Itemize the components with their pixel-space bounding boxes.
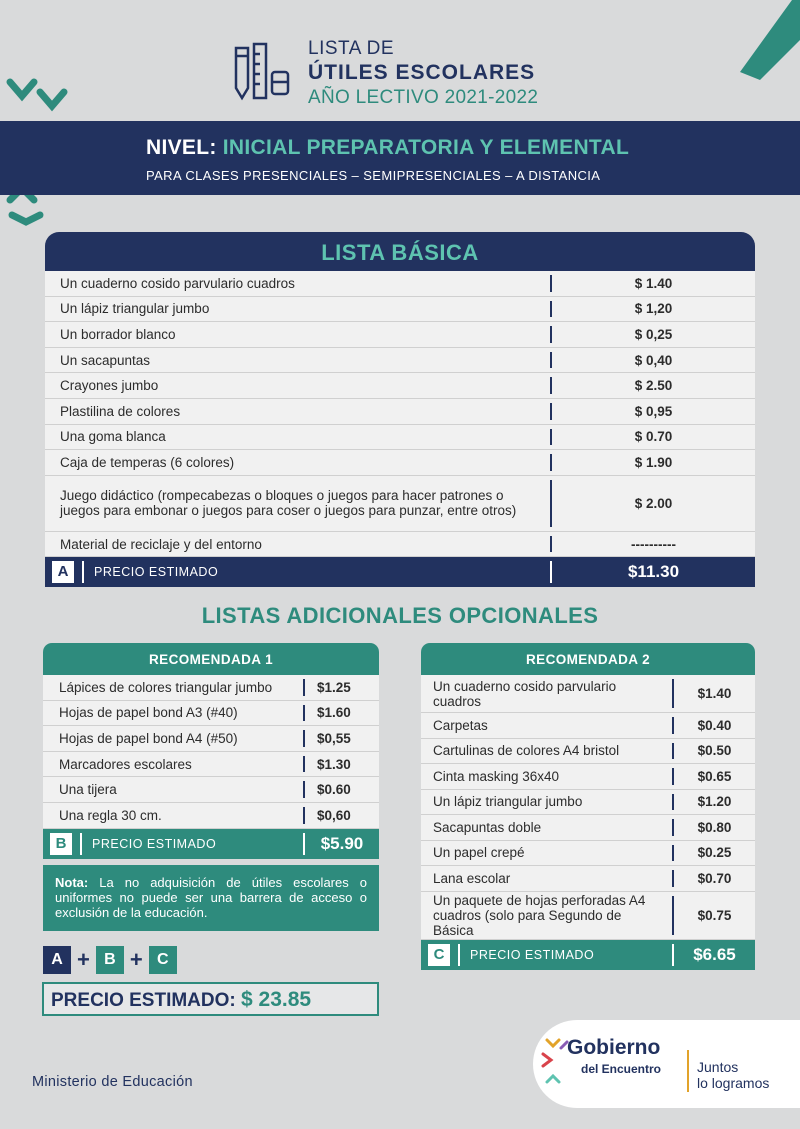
item-name: Juego didáctico (rompecabezas o bloques o juegos para hacer patrones o juegos para embonar o juegos para coser o juegos para punzar, entre otros) [45,480,552,527]
item-name: Caja de temperas (6 colores) [45,454,552,471]
table-row [421,866,755,892]
item-name: Cinta masking 36x40 [421,768,674,785]
recommended-list-1 [43,643,379,931]
total-label: PRECIO ESTIMADO [458,944,594,966]
formula-letter-c: C [149,946,177,974]
grand-total-box [42,982,379,1016]
grand-total-value: $ 23.85 [241,988,312,1011]
table-row [45,476,755,532]
table-row [45,450,755,476]
item-price: $0.70 [697,870,732,886]
item-price: $0.75 [697,907,732,923]
item-price: $ 1.90 [634,454,673,470]
table-row [43,777,379,803]
item-name: Un borrador blanco [45,326,552,343]
item-name: Marcadores escolares [43,756,305,773]
rec1-title: RECOMENDADA 1 [43,643,379,675]
item-price: $1.25 [317,679,351,695]
logo-main-text: Gobierno [567,1036,661,1059]
item-price: $1.20 [697,794,732,810]
total-label: PRECIO ESTIMADO [80,833,216,855]
item-name: Lápices de colores triangular jumbo [43,679,305,696]
plus-sign: + [77,947,90,972]
table-row [45,271,755,297]
item-price: $ 0,25 [634,326,673,342]
rec2-total-row [421,940,755,970]
item-name: Un cuaderno cosido parvulario cuadros [421,679,674,708]
item-name: Una tijera [43,781,305,798]
table-row [421,675,755,713]
item-price: $ 2.00 [634,495,673,511]
table-row [421,790,755,816]
corner-stripe-decoration [720,0,800,80]
item-name: Crayones jumbo [45,377,552,394]
table-row [45,425,755,451]
government-logo [533,1020,800,1108]
item-price: $0,60 [317,807,351,823]
item-name: Un cuaderno cosido parvulario cuadros [45,275,552,292]
level-label: NIVEL: [146,136,217,159]
item-price: $ 0,40 [634,352,673,368]
item-price: $0,55 [317,730,351,746]
table-row [45,399,755,425]
total-label: PRECIO ESTIMADO [82,561,218,583]
item-name: Una regla 30 cm. [43,807,305,824]
table-row [43,701,379,727]
letter-badge-b: B [50,833,72,855]
table-row [421,892,755,940]
table-row [43,675,379,701]
item-name: Plastilina de colores [45,403,552,420]
table-row [421,815,755,841]
logo-sub-text: del Encuentro [581,1062,662,1076]
item-price: $1.30 [317,756,351,772]
table-row [421,764,755,790]
item-price: $0.65 [697,768,732,784]
rec2-title: RECOMENDADA 2 [421,643,755,675]
slogan-line-2: lo logramos [697,1075,770,1091]
item-name: Sacapuntas doble [421,819,674,836]
total-amount: $6.65 [693,944,736,964]
sum-formula [43,946,177,974]
title-line-2: ÚTILES ESCOLARES [308,61,536,84]
basic-list-title: LISTA BÁSICA [45,232,755,271]
slogan [697,1059,769,1091]
item-price: $ 1.40 [634,275,673,291]
item-name: Hojas de papel bond A4 (#50) [43,730,305,747]
formula-letter-b: B [96,946,124,974]
formula-letter-a: A [43,946,71,974]
table-row [421,841,755,867]
item-price: ---------- [631,536,676,552]
level-value: INICIAL PREPARATORIA Y ELEMENTAL [222,136,630,159]
note-box [43,865,379,931]
item-price: $0.50 [697,743,732,759]
item-name: Lana escolar [421,870,674,887]
item-price: $1.60 [317,705,351,721]
item-price: $0.80 [697,819,732,835]
item-price: $0.60 [317,782,351,798]
grand-total-label: PRECIO ESTIMADO: [51,990,236,1011]
table-row [421,739,755,765]
item-name: Carpetas [421,717,674,734]
item-name: Cartulinas de colores A4 bristol [421,743,674,760]
total-amount: $5.90 [320,833,364,853]
rec1-total-row [43,829,379,859]
item-name: Un sacapuntas [45,352,552,369]
item-price: $ 1,20 [634,301,673,317]
level-heading [146,136,629,160]
table-row [45,532,755,558]
ministry-name: Ministerio de Educación [32,1074,193,1090]
school-supplies-icon [232,40,294,102]
table-row [45,322,755,348]
item-name: Hojas de papel bond A3 (#40) [43,705,305,722]
basic-total-row [45,557,755,587]
logo-divider [687,1050,689,1092]
title-block [308,38,538,109]
item-name: Un papel crepé [421,845,674,862]
basic-list-table [45,232,755,587]
table-row [43,726,379,752]
plus-sign: + [129,947,143,972]
item-price: $0.40 [697,717,732,733]
item-price: $0.25 [697,845,732,861]
level-band [0,121,800,195]
table-row [45,297,755,323]
recommended-list-2 [421,643,755,970]
item-name: Un paquete de hojas perforadas A4 cuadros (solo para Segundo de Básica [421,896,674,935]
letter-badge-a: A [52,561,74,583]
table-row [45,373,755,399]
item-price: $ 0,95 [634,403,673,419]
item-price: $1.40 [697,686,732,701]
item-name: Material de reciclaje y del entorno [45,536,552,553]
item-name: Una goma blanca [45,429,552,446]
table-row [45,348,755,374]
title-line-1: LISTA DE [308,38,395,59]
letter-badge-c: C [428,944,450,966]
note-text: La no adquisición de útiles escolares o uniformes no puede ser una barrera de acceso o exclusión de la educación. [55,874,367,920]
total-amount: $11.30 [627,562,680,582]
table-row [421,713,755,739]
item-name: Un lápiz triangular jumbo [421,794,674,811]
modalities-text: PARA CLASES PRESENCIALES – SEMIPRESENCIALES – A DISTANCIA [146,168,601,183]
table-row [43,752,379,778]
slogan-line-1: Juntos [697,1059,739,1075]
item-price: $ 2.50 [634,378,673,394]
title-line-3: AÑO LECTIVO 2021-2022 [308,87,539,108]
note-label: Nota: [55,874,89,890]
additional-lists-title: LISTAS ADICIONALES OPCIONALES [201,603,599,628]
table-row [43,803,379,829]
item-price: $ 0.70 [634,429,673,445]
item-name: Un lápiz triangular jumbo [45,301,552,318]
